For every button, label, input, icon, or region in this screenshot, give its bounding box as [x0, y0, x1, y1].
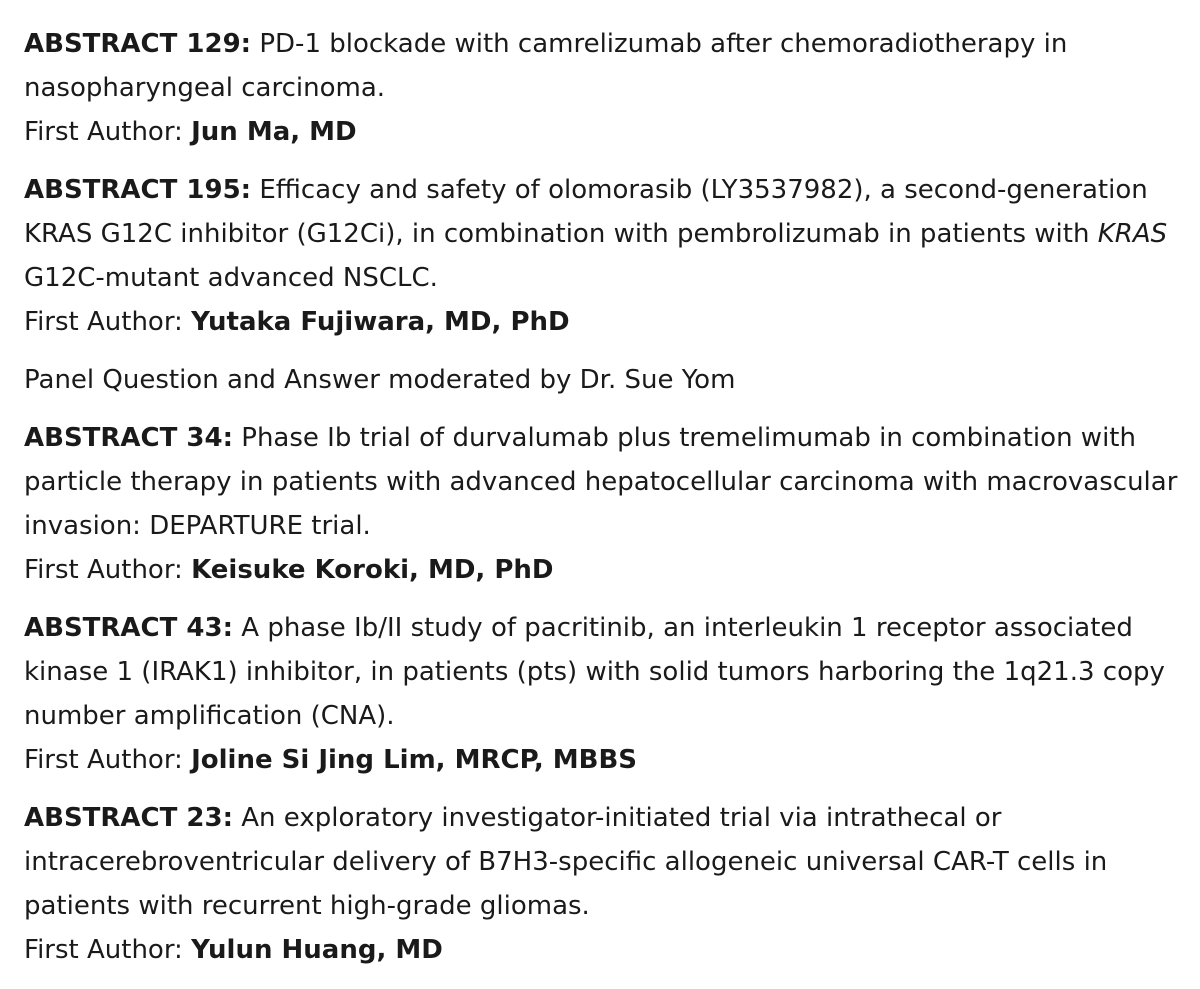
abstract-item-23 — [24, 796, 1184, 972]
abstract-label: ABSTRACT 43: — [24, 613, 233, 643]
abstract-title — [24, 416, 1184, 548]
abstract-text: PD-1 blockade with camrelizumab after chemoradiotherapy in nasopharyngeal carcinoma. — [24, 29, 1068, 103]
abstract-label: ABSTRACT 129: — [24, 29, 252, 59]
author-prefix: First Author: — [24, 555, 192, 585]
author-name: Yulun Huang, MD — [191, 935, 443, 965]
abstract-text: Phase Ib trial of durvalumab plus tremelimumab in combination with particle therapy in patients with advanced hepatocellular carcinoma with macrovascular invasion: DEPARTURE trial. — [24, 423, 1178, 541]
abstract-text-italic: KRAS — [1097, 219, 1168, 249]
first-author-line — [24, 738, 1184, 782]
first-author-line — [24, 300, 1184, 344]
first-author-line — [24, 928, 1184, 972]
first-author-line — [24, 548, 1184, 592]
abstract-title — [24, 168, 1184, 300]
abstract-text-end: G12C-mutant advanced NSCLC. — [24, 263, 438, 293]
author-prefix: First Author: — [24, 935, 192, 965]
author-name: Jun Ma, MD — [191, 117, 357, 147]
abstract-item-34 — [24, 416, 1184, 592]
abstract-item-129 — [24, 22, 1184, 154]
abstract-item-43 — [24, 606, 1184, 782]
abstract-label: ABSTRACT 23: — [24, 803, 233, 833]
abstract-label: ABSTRACT 195: — [24, 175, 252, 205]
author-name: Yutaka Fujiwara, MD, PhD — [191, 307, 570, 337]
abstract-text: Efficacy and safety of olomorasib (LY3537982), a second-generation KRAS G12C inhibitor (G12Ci), in combination with pembrolizumab in patients with — [24, 175, 1148, 249]
abstract-list — [24, 0, 1184, 986]
abstract-title — [24, 22, 1184, 110]
abstract-item-195 — [24, 168, 1184, 344]
abstract-text: An exploratory investigator-initiated trial via intrathecal or intracerebroventricular delivery of B7H3-specific allogeneic universal CAR-T cells in patients with recurrent high-grade gliomas. — [24, 803, 1108, 921]
first-author-line — [24, 110, 1184, 154]
author-prefix: First Author: — [24, 307, 192, 337]
panel-discussion — [24, 358, 1184, 402]
abstract-title — [24, 796, 1184, 928]
author-prefix: First Author: — [24, 745, 192, 775]
abstract-label: ABSTRACT 34: — [24, 423, 233, 453]
abstract-text: A phase Ib/II study of pacritinib, an interleukin 1 receptor associated kinase 1 (IRAK1) inhibitor, in patients (pts) with solid tumors harboring the 1q21.3 copy number amplification (CNA). — [24, 613, 1165, 731]
panel-text: Panel Question and Answer moderated by Dr. Sue Yom — [24, 365, 736, 395]
author-name: Keisuke Koroki, MD, PhD — [191, 555, 554, 585]
clipped-previous-line — [24, 0, 1184, 22]
author-name: Joline Si Jing Lim, MRCP, MBBS — [191, 745, 638, 775]
author-prefix: First Author: — [24, 117, 192, 147]
abstract-title — [24, 606, 1184, 738]
